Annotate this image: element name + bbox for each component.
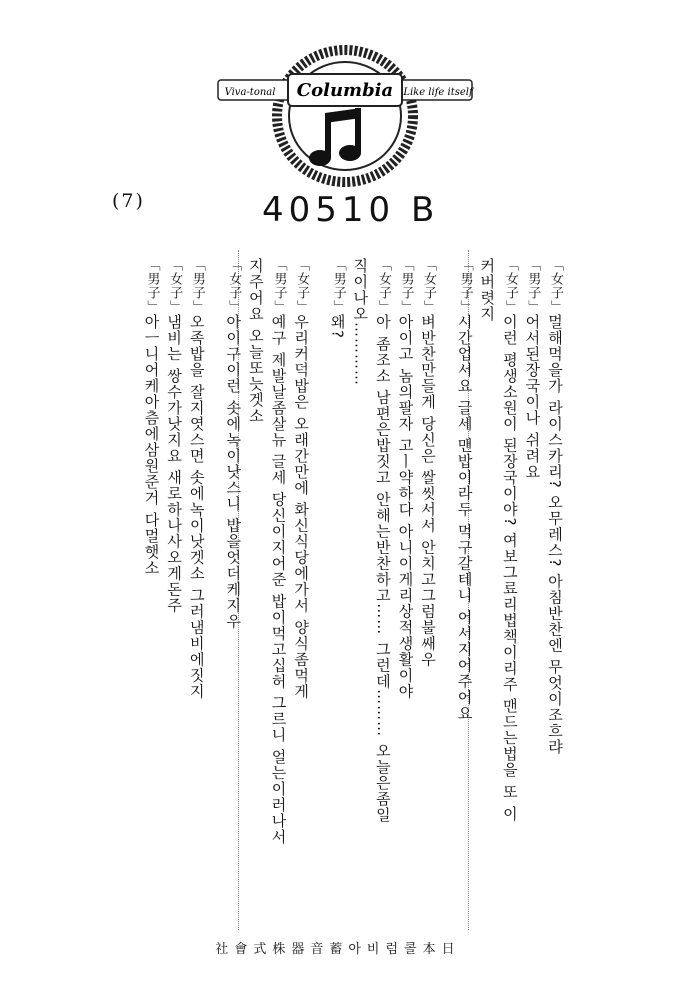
lyric-text: 아ㅡ니어케아츰에삼원준거 다멀햇소 [142,314,161,576]
speaker-label: 「男子」 [271,258,287,314]
speaker-label: 「女子」 [294,258,310,314]
lyric-line [349,258,372,938]
lyric-line [267,258,290,938]
lyric-line [244,258,267,938]
speaker-label: 「男子」 [330,258,346,314]
lyric-text: 우리커덕밥은 오래간만에 화신식당에가서 양식좀먹게 [292,314,311,700]
lyric-text: 아이구이런 솟에녹이낫스니 밥을엇더케지우 [224,314,243,630]
lyric-line [326,258,349,938]
lyric-line [543,258,566,938]
speaker-label: 「男子」 [398,258,414,314]
lyric-text: 멀해먹을가 라이스카리? 오무레스? 아침반찬엔 무엇이조흐랴 [546,314,564,755]
lyric-text: 지주어요 오늘또늣겟소 [246,258,265,424]
speaker-label: 「男子」 [457,258,473,314]
lyric-text: 벼반찬만들게 당신은 쌀씻서서 안치고그럼불쌔우 [419,314,438,668]
lyric-text: 아 좀조소 남편은밥짓고 안해는반찬하고…… 그런데……… 오늘은좀일 [373,314,392,823]
speaker-label: 「男子」 [189,258,205,314]
speaker-label: 「女子」 [226,258,242,314]
speaker-label: 「男子」 [525,258,541,314]
speaker-label: 「男子」 [144,258,160,314]
speaker-label: 「女子」 [167,258,183,314]
lyric-text: 예구 제발날좀살뉴 글세 당신이지어준 밥이먹고십허 그르니 얼는이러나서 [269,314,288,845]
logo-brand: Columbia [296,80,394,101]
lyric-text: 이런 평생소원이 된장국이야? 여보그료리법책이리주 맨드는법을 또 이 [500,314,519,822]
logo-left-slogan: Viva-tonal [224,87,276,98]
lyric-line [222,258,245,938]
lyric-line [498,258,521,938]
lyric-line [289,258,312,938]
speaker-label: 「女子」 [502,258,518,314]
lyric-text: 어서된장국이나 쉬려요 [523,314,542,480]
lyric-line [521,258,544,938]
lyric-line [140,258,163,938]
lyric-line [371,258,394,938]
lyric-text: 아이고 놈의팔자 고ㅣ약하다 아니이게리상적생활이야 [396,314,415,700]
lyrics-column-block [106,258,566,938]
speaker-label: 「女子」 [548,258,563,314]
lyric-line [394,258,417,938]
record-number: 40510 B [262,190,440,230]
lyric-line [185,258,208,938]
page-number: (7) [112,190,145,212]
lyric-text: 냄비는 쌍수가낫지요 새로하나사오게돈주 [165,314,184,614]
lyric-line [453,258,476,938]
lyric-line [416,258,439,938]
speaker-label: 「女子」 [421,258,437,314]
lyric-line [476,258,499,938]
lyric-text: 왜? [328,314,347,339]
lyric-text: 커버렷지 [478,258,497,322]
lyric-line [163,258,186,938]
columbia-logo [210,38,480,198]
logo-right-slogan: Like life itself [403,87,473,98]
lyric-text: 시간업서요 글세 맨밥이라두 먹구갈테니 어서지어주어요 [455,314,474,722]
lyric-text: 오족밥을 잘지엿스면 솟에녹이낫겟소 그러냄비에짓지 [187,314,206,700]
speaker-label: 「女子」 [375,258,391,314]
lyric-text: 직이나오………… [351,258,370,386]
publisher-footer: 社會式株器音蓄아비럼콜本日 [215,942,461,957]
